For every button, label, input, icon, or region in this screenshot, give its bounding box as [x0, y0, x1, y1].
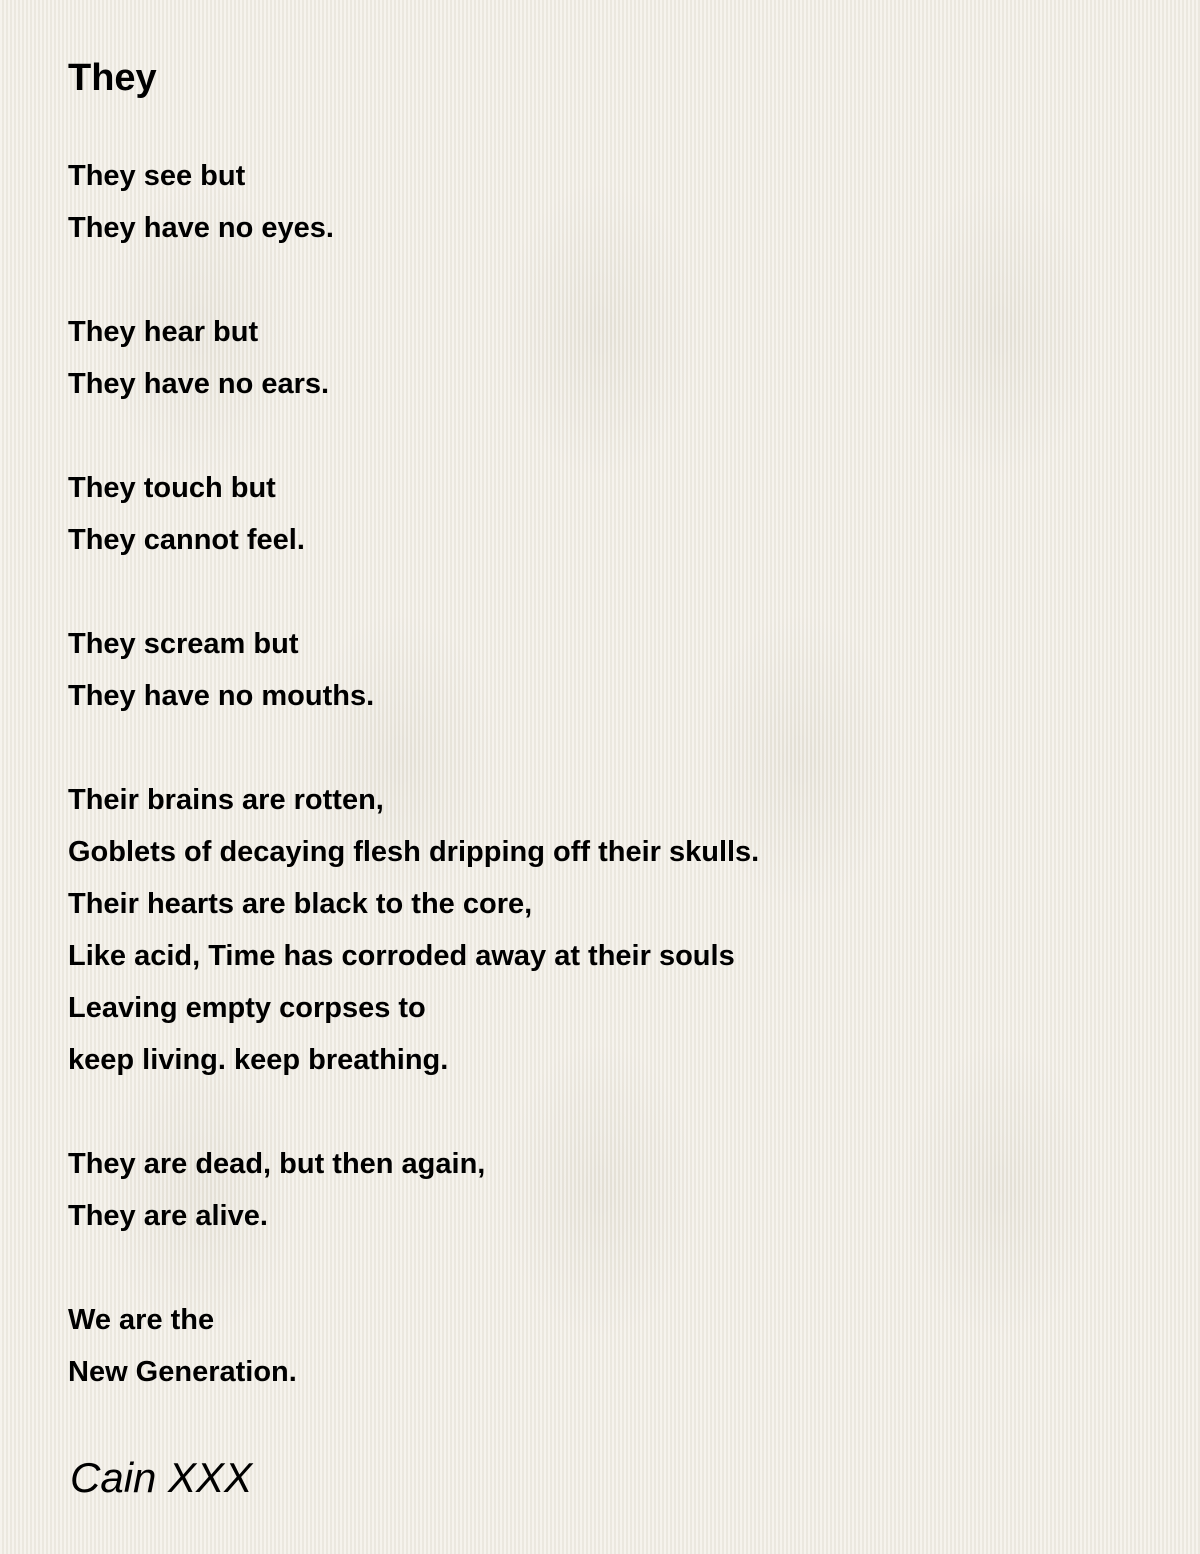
stanza-7 [68, 1294, 759, 1398]
poem-line: They are alive. [68, 1200, 268, 1232]
poem-line: We are the [68, 1304, 215, 1336]
poem-line: They hear but [68, 316, 259, 348]
poem-line: Like acid, Time has corroded away at their souls [68, 940, 735, 972]
poem-line: New Generation. [68, 1356, 297, 1388]
poem-line: They have no ears. [68, 368, 330, 400]
poem-line: They are dead, but then again, [68, 1148, 486, 1180]
stanza-1 [68, 150, 759, 254]
poem-line: Their brains are rotten, [68, 784, 384, 816]
poem-line: They scream but [68, 628, 299, 660]
stanza-6 [68, 1138, 759, 1242]
poem-body [68, 150, 759, 1450]
stanza-2 [68, 306, 759, 410]
stanza-3 [68, 462, 759, 566]
poem-line: They have no eyes. [68, 212, 334, 244]
poem-line: Their hearts are black to the core, [68, 888, 533, 920]
poem-author: Cain XXX [70, 1454, 253, 1501]
poem-line: They touch but [68, 472, 276, 504]
poem-title: They [68, 57, 157, 99]
poem-line: They cannot feel. [68, 524, 305, 556]
stanza-4 [68, 618, 759, 722]
stanza-5 [68, 774, 759, 1086]
poem-line: They see but [68, 160, 246, 192]
poem-line: Leaving empty corpses to [68, 992, 426, 1024]
poem-line: They have no mouths. [68, 680, 375, 712]
poem-line: Goblets of decaying flesh dripping off their skulls. [68, 836, 760, 868]
poem-line: keep living. keep breathing. [68, 1044, 449, 1076]
